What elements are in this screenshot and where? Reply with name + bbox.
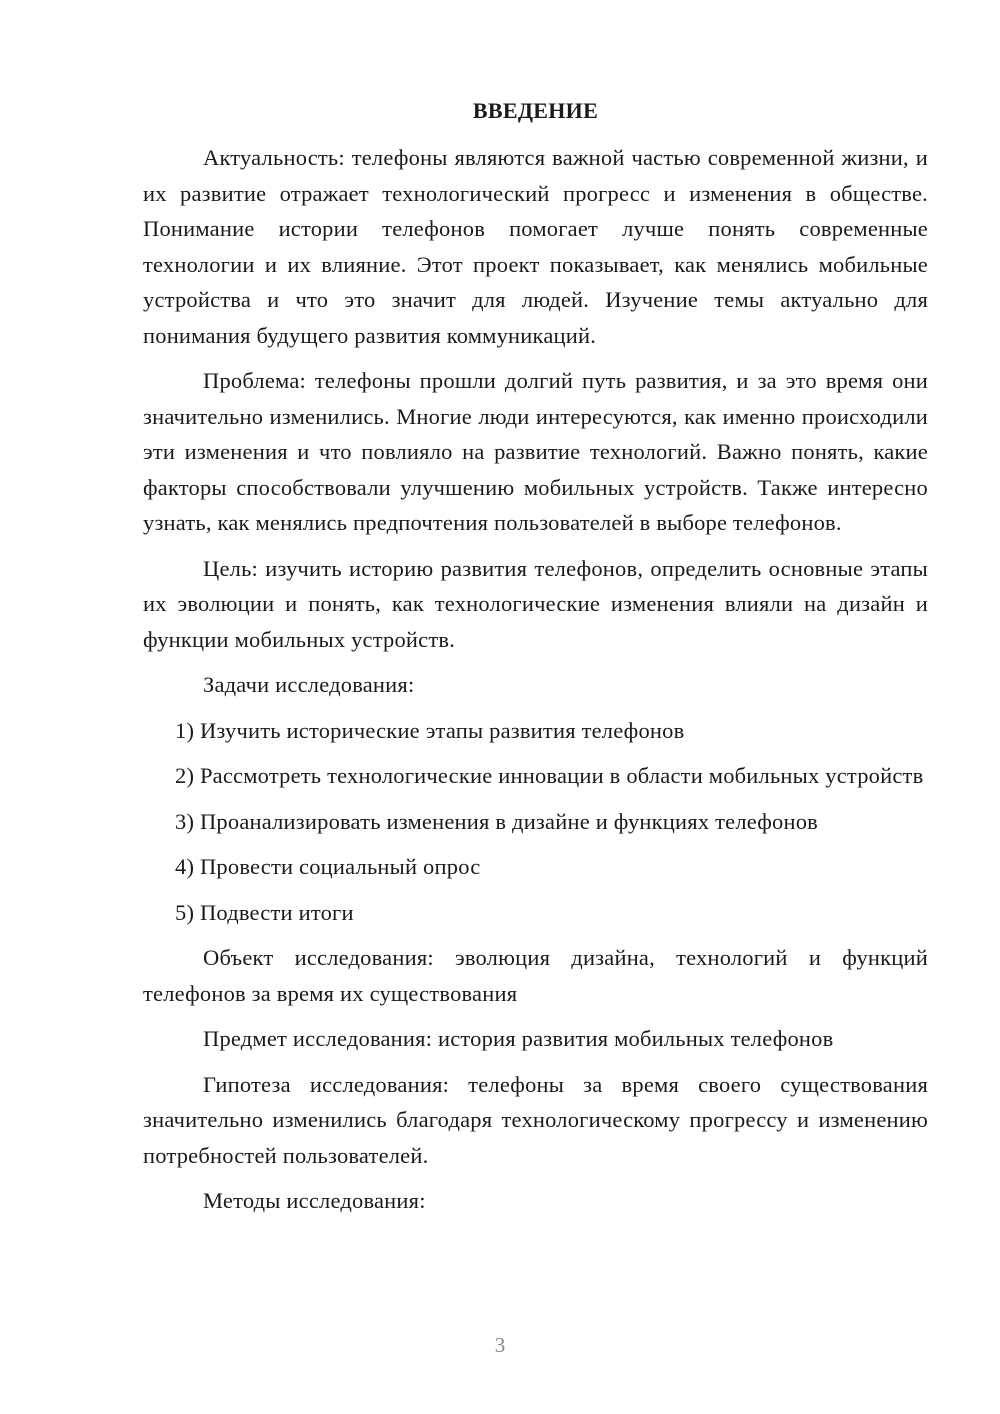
- paragraph-relevance: Актуальность: телефоны являются важной частью современной жизни, и их развитие отражает технологический прогресс и изменения в обществе. Понимание истории телефонов помогает лучше понять современные технологии и их влияние. Этот проект показывает, как менялись мобильные устройства и что это значит для людей. Изучение темы актуально для понимания будущего развития коммуникаций.: [143, 145, 928, 348]
- paragraph-research-object: Объект исследования: эволюция дизайна, технологий и функций телефонов за время их существования: [143, 945, 928, 1006]
- task-item-1: 1) Изучить исторические этапы развития телефонов: [175, 717, 685, 743]
- paragraph-problem: Проблема: телефоны прошли долгий путь развития, и за это время они значительно изменились. Многие люди интересуются, как именно происходили эти изменения и что повлияло на развитие технологий. Важно понять, какие факторы способствовали улучшению мобильных устройств. Также интересно узнать, как менялись предпочтения пользователей в выборе телефонов.: [143, 368, 928, 535]
- paragraph-research-methods: Методы исследования:: [203, 1188, 426, 1213]
- section-title: ВВЕДЕНИЕ: [472, 98, 599, 123]
- page-content: [143, 96, 928, 1229]
- paragraph-goal: Цель: изучить историю развития телефонов, определить основные этапы их эволюции и понять, как технологические изменения влияли на дизайн и функции мобильных устройств.: [143, 555, 928, 652]
- task-item-2: 2) Рассмотреть технологические инновации в области мобильных устройств: [175, 763, 924, 788]
- page-number: 3: [494, 1333, 506, 1357]
- task-item-5: 5) Подвести итоги: [175, 899, 354, 925]
- tasks-heading: Задачи исследования:: [203, 672, 415, 697]
- task-item-3: 3) Проанализировать изменения в дизайне и функциях телефонов: [175, 808, 818, 834]
- paragraph-research-subject: Предмет исследования: история развития мобильных телефонов: [203, 1026, 834, 1051]
- task-item-4: 4) Провести социальный опрос: [175, 854, 481, 879]
- paragraph-research-hypothesis: Гипотеза исследования: телефоны за время своего существования значительно изменились благодаря технологическому прогрессу и изменению потребностей пользователей.: [143, 1071, 928, 1168]
